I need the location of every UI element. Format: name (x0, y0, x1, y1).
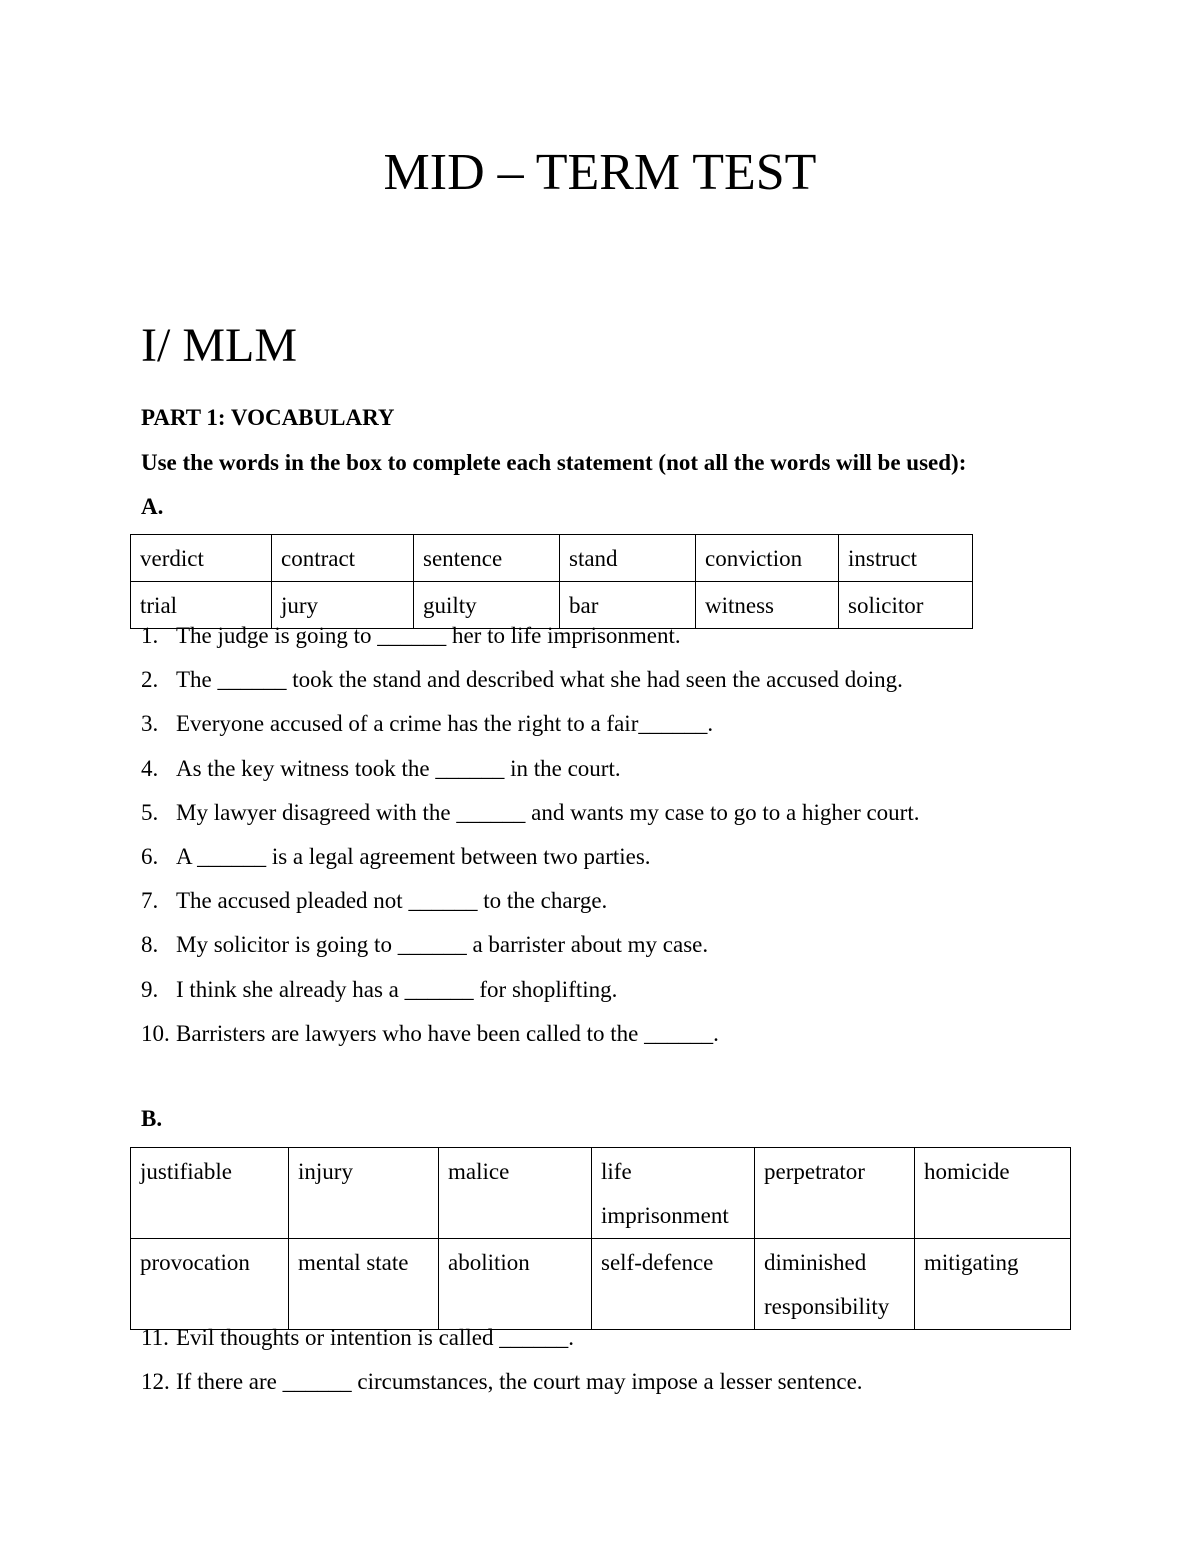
question-number: 3. (141, 711, 159, 737)
question-text: If there are ______ circumstances, the court may impose a lesser sentence. (176, 1369, 863, 1395)
part-b-label: B. (141, 1106, 163, 1131)
word-cell: perpetrator (755, 1148, 915, 1239)
page-title: MID – TERM TEST (383, 144, 817, 201)
word-cell: justifiable (131, 1148, 289, 1239)
word-cell: mitigating (915, 1239, 1071, 1330)
word-cell: instruct (839, 535, 973, 582)
word-box-a (130, 534, 973, 629)
question-number: 8. (141, 932, 159, 958)
word-cell: jury (272, 582, 414, 629)
question-list-a (141, 621, 919, 1063)
question-item (141, 1019, 919, 1063)
word-cell: trial (131, 582, 272, 629)
question-item (141, 930, 919, 974)
question-number: 1. (141, 623, 159, 648)
question-number: 10. (141, 1020, 170, 1046)
word-cell: witness (696, 582, 839, 629)
word-cell: diminished responsibility (755, 1239, 915, 1330)
question-item (141, 754, 919, 798)
question-text: Everyone accused of a crime has the right to a fair______. (176, 711, 714, 737)
word-cell: injury (289, 1148, 439, 1239)
question-number: 12. (141, 1369, 170, 1395)
question-number: 5. (141, 799, 159, 825)
question-text: Barristers are lawyers who have been called to the ______. (176, 1020, 719, 1046)
question-number: 9. (141, 976, 159, 1002)
word-box-b (130, 1147, 1071, 1330)
word-cell: sentence (414, 535, 560, 582)
word-cell: malice (439, 1148, 592, 1239)
word-cell: bar (560, 582, 696, 629)
question-number: 6. (141, 843, 159, 869)
question-text: I think she already has a ______ for shoplifting. (176, 976, 618, 1002)
section-heading: I/ MLM (141, 319, 297, 372)
word-cell: guilty (414, 582, 560, 629)
question-text: As the key witness took the ______ in the court. (176, 755, 621, 781)
word-cell: solicitor (839, 582, 973, 629)
instruction-text: Use the words in the box to complete each statement (not all the words will be used): (141, 450, 967, 475)
part-a-label: A. (141, 494, 164, 519)
question-item (141, 709, 919, 753)
word-cell: provocation (131, 1239, 289, 1330)
word-cell: self-defence (592, 1239, 755, 1330)
question-number: 4. (141, 755, 159, 781)
word-cell: homicide (915, 1148, 1071, 1239)
question-text: The accused pleaded not ______ to the charge. (176, 888, 608, 914)
word-cell: abolition (439, 1239, 592, 1330)
question-list-b (141, 1323, 863, 1411)
part-heading: PART 1: VOCABULARY (141, 405, 395, 430)
question-item (141, 1323, 863, 1367)
word-cell: mental state (289, 1239, 439, 1330)
question-text: A ______ is a legal agreement between two parties. (176, 843, 651, 869)
question-item (141, 975, 919, 1019)
word-cell: contract (272, 535, 414, 582)
question-number: 11. (141, 1325, 169, 1350)
question-text: The judge is going to ______ her to life imprisonment. (176, 623, 681, 648)
word-box-b-row (131, 1239, 1071, 1330)
question-text: Evil thoughts or intention is called ______. (176, 1325, 574, 1350)
word-box-b-row (131, 1148, 1071, 1239)
question-item (141, 842, 919, 886)
word-cell: conviction (696, 535, 839, 582)
question-item (141, 1367, 863, 1411)
question-item (141, 665, 919, 709)
word-cell: life imprisonment (592, 1148, 755, 1239)
word-box-a-row (131, 535, 973, 582)
question-text: The ______ took the stand and described what she had seen the accused doing. (176, 667, 903, 693)
question-item (141, 886, 919, 930)
question-item (141, 798, 919, 842)
word-cell: stand (560, 535, 696, 582)
question-text: My solicitor is going to ______ a barrister about my case. (176, 932, 709, 958)
question-item (141, 621, 919, 665)
word-cell: verdict (131, 535, 272, 582)
question-number: 7. (141, 888, 159, 914)
question-number: 2. (141, 667, 159, 693)
question-text: My lawyer disagreed with the ______ and wants my case to go to a higher court. (176, 799, 920, 825)
